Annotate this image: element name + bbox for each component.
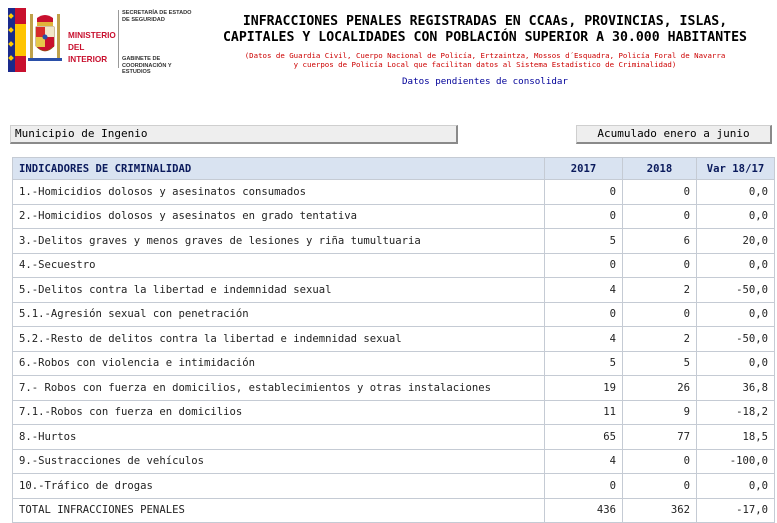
- column-header-2018: 2018: [623, 158, 697, 180]
- indicator-label: 3.-Delitos graves y menos graves de lesiones y riña tumultuaria: [13, 229, 545, 254]
- value-2017: 4: [545, 449, 623, 474]
- value-2017: 65: [545, 425, 623, 450]
- value-variation: -100,0: [697, 449, 775, 474]
- value-2018: 0: [623, 474, 697, 499]
- value-2018: 2: [623, 327, 697, 352]
- municipality-label: Municipio de Ingenio: [10, 125, 458, 144]
- value-2018: 9: [623, 400, 697, 425]
- value-2017: 19: [545, 376, 623, 401]
- indicator-label: 4.-Secuestro: [13, 253, 545, 278]
- page-title: [200, 14, 770, 46]
- value-variation: -50,0: [697, 327, 775, 352]
- coat-of-arms-icon: [28, 12, 62, 68]
- value-2018: 6: [623, 229, 697, 254]
- table-row: [13, 229, 775, 254]
- value-2018: 0: [623, 180, 697, 205]
- value-2018: 0: [623, 302, 697, 327]
- table-header-row: [13, 158, 775, 180]
- value-2018: 0: [623, 253, 697, 278]
- eu-stars-stripe: [8, 8, 15, 72]
- value-2017: 0: [545, 204, 623, 229]
- indicator-label: TOTAL INFRACCIONES PENALES: [13, 498, 545, 523]
- indicator-label: 5.2.-Resto de delitos contra la libertad e indemnidad sexual: [13, 327, 545, 352]
- column-header-variation: Var 18/17: [697, 158, 775, 180]
- table-row: [13, 327, 775, 352]
- value-2018: 2: [623, 278, 697, 303]
- indicator-label: 5.1.-Agresión sexual con penetración: [13, 302, 545, 327]
- column-header-2017: 2017: [545, 158, 623, 180]
- page-title-line-2: CAPITALES Y LOCALIDADES CON POBLACIÓN SUPERIOR A 30.000 HABITANTES: [222, 30, 747, 45]
- logo-divider: [118, 10, 119, 68]
- data-sources-line-2: y cuerpos de Policía Local que facilitan datos al Sistema Estadístico de Criminalidad): [293, 60, 677, 69]
- value-2018: 362: [623, 498, 697, 523]
- value-variation: 0,0: [697, 204, 775, 229]
- pending-data-note: Datos pendientes de consolidar: [402, 76, 568, 87]
- table-row: [13, 376, 775, 401]
- value-variation: 0,0: [697, 302, 775, 327]
- column-header-indicators: INDICADORES DE CRIMINALIDAD: [13, 158, 545, 180]
- table-row: [13, 449, 775, 474]
- page-title-line-1: INFRACCIONES PENALES REGISTRADAS EN CCAAs, PROVINCIAS, ISLAS,: [242, 14, 728, 29]
- table-row: [13, 302, 775, 327]
- ministry-name: MINISTERIO DEL INTERIOR: [68, 31, 116, 64]
- value-2017: 436: [545, 498, 623, 523]
- table-row-total: [13, 498, 775, 523]
- value-variation: 0,0: [697, 474, 775, 499]
- crime-indicators-table: [12, 157, 775, 523]
- value-2017: 0: [545, 253, 623, 278]
- ministry-logo: [8, 8, 194, 75]
- indicator-label: 8.-Hurtos: [13, 425, 545, 450]
- value-2018: 5: [623, 351, 697, 376]
- value-variation: -17,0: [697, 498, 775, 523]
- value-variation: 20,0: [697, 229, 775, 254]
- indicator-label: 2.-Homicidios dolosos y asesinatos en grado tentativa: [13, 204, 545, 229]
- value-2018: 77: [623, 425, 697, 450]
- indicator-label: 7.1.-Robos con fuerza en domicilios: [13, 400, 545, 425]
- indicator-label: 10.-Tráfico de drogas: [13, 474, 545, 499]
- value-2017: 5: [545, 229, 623, 254]
- period-label: Acumulado enero a junio: [576, 125, 772, 144]
- table-row: [13, 474, 775, 499]
- indicator-label: 1.-Homicidios dolosos y asesinatos consumados: [13, 180, 545, 205]
- value-2017: 11: [545, 400, 623, 425]
- value-2017: 4: [545, 278, 623, 303]
- value-2017: 0: [545, 180, 623, 205]
- table-row: [13, 180, 775, 205]
- table-row: [13, 351, 775, 376]
- value-variation: -18,2: [697, 400, 775, 425]
- indicator-label: 6.-Robos con violencia e intimidación: [13, 351, 545, 376]
- indicator-label: 5.-Delitos contra la libertad e indemnidad sexual: [13, 278, 545, 303]
- spain-flag-stripe: [15, 8, 26, 72]
- table-row: [13, 204, 775, 229]
- value-variation: 0,0: [697, 253, 775, 278]
- value-2017: 4: [545, 327, 623, 352]
- data-sources-line-1: (Datos de Guardia Civil, Cuerpo Nacional de Policía, Ertzaintza, Mossos d´Esquadra, Policía Foral de Navarra: [244, 51, 726, 60]
- value-variation: 36,8: [697, 376, 775, 401]
- value-2017: 0: [545, 302, 623, 327]
- value-2018: 0: [623, 449, 697, 474]
- value-2017: 5: [545, 351, 623, 376]
- value-2018: 0: [623, 204, 697, 229]
- secretariat-name: SECRETARÍA DE ESTADO DE SEGURIDAD: [122, 10, 192, 23]
- table-row: [13, 400, 775, 425]
- table-row: [13, 425, 775, 450]
- indicator-label: 9.-Sustracciones de vehículos: [13, 449, 545, 474]
- value-variation: 18,5: [697, 425, 775, 450]
- value-2017: 0: [545, 474, 623, 499]
- table-row: [13, 278, 775, 303]
- value-2018: 26: [623, 376, 697, 401]
- value-variation: 0,0: [697, 351, 775, 376]
- table-row: [13, 253, 775, 278]
- value-variation: -50,0: [697, 278, 775, 303]
- data-sources-note: [200, 51, 770, 69]
- cabinet-name: GABINETE DE COORDINACIÓN Y ESTUDIOS: [122, 56, 172, 75]
- indicator-label: 7.- Robos con fuerza en domicilios, establecimientos y otras instalaciones: [13, 376, 545, 401]
- value-variation: 0,0: [697, 180, 775, 205]
